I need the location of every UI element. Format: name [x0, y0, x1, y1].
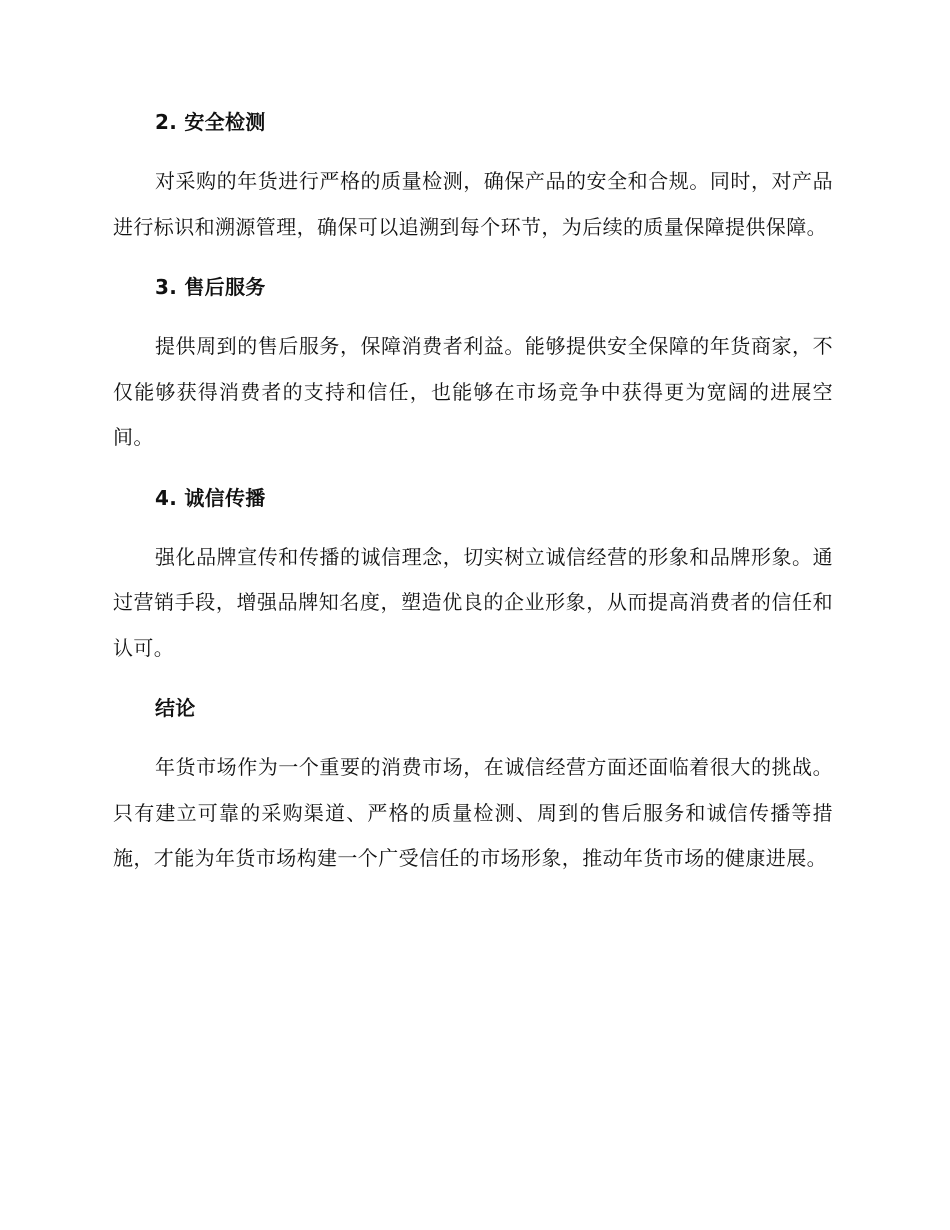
section-heading-safety-inspection: 2. 安全检测: [155, 110, 266, 134]
document-page: [113, 107, 833, 904]
section-heading-after-sales: 3. 售后服务: [155, 275, 266, 299]
section-paragraph-integrity-promotion: 强化品牌宣传和传播的诚信理念，切实树立诚信经营的形象和品牌形象。通过营销手段，增强品牌知名度，塑造优良的企业形象，从而提高消费者的信任和认可。: [113, 544, 833, 660]
section-heading-integrity-promotion: 4. 诚信传播: [155, 485, 266, 510]
section-heading-conclusion: 结论: [155, 696, 196, 720]
section-paragraph-after-sales: 提供周到的售后服务，保障消费者利益。能够提供安全保障的年货商家，不仅能够获得消费者的支持和信任，也能够在市场竞争中获得更为宽阔的进展空间。: [113, 334, 833, 449]
section-paragraph-conclusion: 年货市场作为一个重要的消费市场，在诚信经营方面还面临着很大的挑战。只有建立可靠的采购渠道、严格的质量检测、周到的售后服务和诚信传播等措施，才能为年货市场构建一个广受信任的市场形象，推动年货市场的健康进展。: [113, 755, 833, 870]
section-paragraph-safety-inspection: 对采购的年货进行严格的质量检测，确保产品的安全和合规。同时，对产品进行标识和溯源管理，确保可以追溯到每个环节，为后续的质量保障提供保障。: [113, 169, 833, 239]
